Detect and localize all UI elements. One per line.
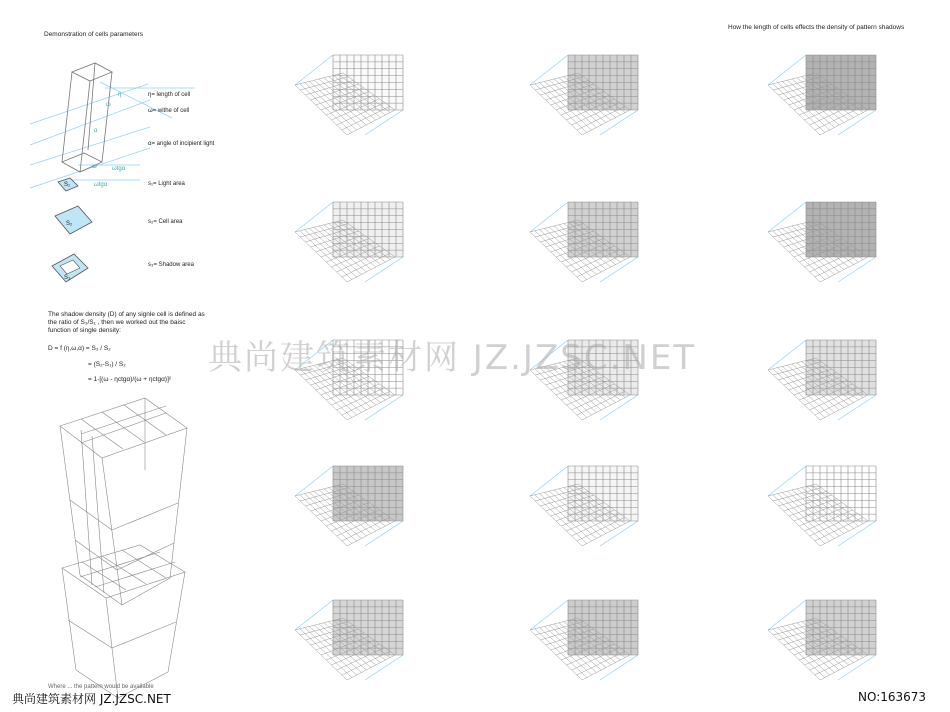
omega-row: ω [92,164,97,170]
wtga-label-2: ωtgα [94,182,108,188]
cell-block-top [60,398,187,605]
cell-block-bottom [62,545,185,698]
pattern-grid-tile [295,55,403,135]
s2-label: S₂ [66,221,73,227]
pattern-grid-tile [530,600,638,680]
cell-area-label: s₂= Cell area [148,219,183,225]
pattern-grid-tile [768,55,876,135]
right-title: How the length of cells effects the density of pattern shadows [728,24,905,31]
pattern-grid-tile [768,340,876,420]
pattern-grid-tile [295,600,403,680]
density-paragraph: The shadow density (D) of any signle cell is defined as the ratio of S₃/S₁ , then we worked out the baisc function of single density: [48,311,205,334]
pattern-grid-tile [530,466,638,546]
equation-2: = (S₂-S₁) / S₂ [88,361,126,368]
shadow-area-label: s₃= Shadow area [148,262,194,268]
pattern-grid-tile [768,466,876,546]
pattern-grid-tile [768,600,876,680]
omega-small: ω [106,102,111,108]
angle-label: α= angle of incipient light [148,141,215,147]
pattern-grid-tile [530,202,638,282]
bottom-note: Where ... the pattern would be available [48,684,154,690]
light-area-label: s₁= Light area [148,181,185,187]
width-of-cell-label: ω= withe of cell [148,108,190,114]
wtga-label: ωtgα [112,166,126,172]
pattern-grid-tile [768,202,876,282]
eta-small: η [118,92,122,98]
equation-1: D = f (η,ω,α) = S₃ / S₂ [48,345,111,352]
length-of-cell-label: η= length of cell [148,92,191,98]
s3-label: S₃ [64,275,71,281]
s1-label: S₁ [64,182,71,188]
equation-3: = 1-[(ω - ηctgα)/(ω + ηctgα)]² [88,376,172,383]
footer-site-label: 典尚建筑素材网 JZ.JZSC.NET [12,692,171,706]
alpha-small: α [94,128,98,134]
pattern-grid-tile [295,466,403,546]
left-title: Demonstration of cells parameters [44,31,143,38]
pattern-grid-tile [530,55,638,135]
watermark: 典尚建筑素材网 JZ.JZSC.NET [208,338,697,378]
footer-number: NO:163673 [858,690,927,704]
pattern-grid-tile [295,202,403,282]
